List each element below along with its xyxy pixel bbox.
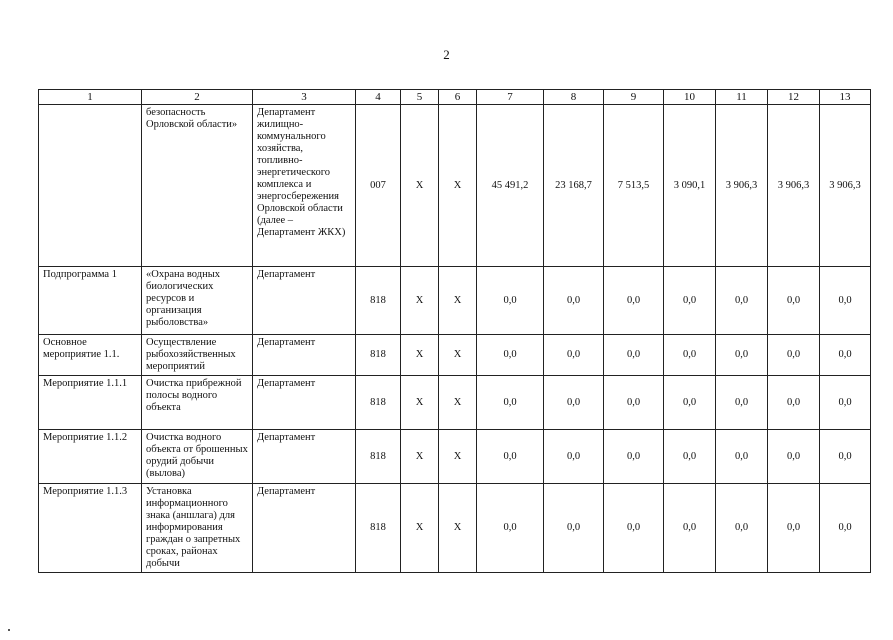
cell-col-6: Х — [439, 335, 477, 376]
cell-col-6: Х — [439, 484, 477, 573]
cell-col-5: Х — [401, 335, 439, 376]
cell-col-2: Осуществление рыбохозяйственных мероприятий — [142, 335, 253, 376]
budget-table — [38, 89, 871, 573]
col-header-1: 1 — [39, 90, 142, 105]
cell-col-1: Мероприятие 1.1.1 — [39, 376, 142, 430]
cell-col-4: 818 — [356, 430, 401, 484]
cell-col-9: 7 513,5 — [604, 105, 664, 267]
cell-col-9: 0,0 — [604, 376, 664, 430]
cell-col-7: 0,0 — [477, 484, 544, 573]
cell-col-13: 0,0 — [820, 376, 871, 430]
cell-col-1 — [39, 105, 142, 267]
col-header-5: 5 — [401, 90, 439, 105]
cell-col-9: 0,0 — [604, 484, 664, 573]
cell-col-13: 3 906,3 — [820, 105, 871, 267]
cell-col-4: 818 — [356, 335, 401, 376]
cell-col-6: Х — [439, 267, 477, 335]
cell-col-10: 0,0 — [664, 335, 716, 376]
cell-col-9: 0,0 — [604, 267, 664, 335]
col-header-6: 6 — [439, 90, 477, 105]
table-row — [39, 335, 871, 376]
cell-col-8: 0,0 — [544, 335, 604, 376]
cell-col-6: Х — [439, 376, 477, 430]
col-header-3: 3 — [253, 90, 356, 105]
cell-col-7: 45 491,2 — [477, 105, 544, 267]
cell-col-1: Подпрограмма 1 — [39, 267, 142, 335]
cell-col-6: Х — [439, 105, 477, 267]
cell-col-7: 0,0 — [477, 267, 544, 335]
cell-col-5: Х — [401, 105, 439, 267]
cell-col-12: 3 906,3 — [768, 105, 820, 267]
cell-col-5: Х — [401, 376, 439, 430]
cell-col-9: 0,0 — [604, 335, 664, 376]
cell-col-5: Х — [401, 267, 439, 335]
cell-col-4: 818 — [356, 376, 401, 430]
header-row — [39, 90, 871, 105]
page-number: 2 — [443, 47, 450, 62]
cell-col-8: 0,0 — [544, 376, 604, 430]
cell-col-8: 0,0 — [544, 267, 604, 335]
cell-col-13: 0,0 — [820, 267, 871, 335]
cell-col-12: 0,0 — [768, 335, 820, 376]
cell-col-12: 0,0 — [768, 376, 820, 430]
cell-col-2: Установка информационного знака (аншлага) для информирования граждан о запретных сроках, районах добычи — [142, 484, 253, 573]
cell-col-11: 3 906,3 — [716, 105, 768, 267]
col-header-2: 2 — [142, 90, 253, 105]
cell-col-4: 007 — [356, 105, 401, 267]
cell-col-12: 0,0 — [768, 484, 820, 573]
cell-col-12: 0,0 — [768, 267, 820, 335]
table-row — [39, 376, 871, 430]
cell-col-8: 0,0 — [544, 430, 604, 484]
table-row — [39, 105, 871, 267]
table-row — [39, 267, 871, 335]
col-header-4: 4 — [356, 90, 401, 105]
cell-col-8: 0,0 — [544, 484, 604, 573]
cell-col-3: Департамент — [253, 267, 356, 335]
cell-col-3: Департамент — [253, 335, 356, 376]
scan-dot — [8, 629, 10, 631]
cell-col-5: Х — [401, 484, 439, 573]
cell-col-3: Департамент — [253, 484, 356, 573]
cell-col-7: 0,0 — [477, 430, 544, 484]
cell-col-1: Основное мероприятие 1.1. — [39, 335, 142, 376]
cell-col-9: 0,0 — [604, 430, 664, 484]
cell-col-7: 0,0 — [477, 335, 544, 376]
cell-col-11: 0,0 — [716, 335, 768, 376]
cell-col-11: 0,0 — [716, 484, 768, 573]
cell-col-10: 0,0 — [664, 267, 716, 335]
cell-col-1: Мероприятие 1.1.2 — [39, 430, 142, 484]
cell-col-2: Очистка прибрежной полосы водного объекта — [142, 376, 253, 430]
cell-col-3: Департамент жилищно-коммунального хозяйства, топливно-энергетического комплекса и энергосбережения Орловской области (далее – Департамент ЖКХ) — [253, 105, 356, 267]
cell-col-3: Департамент — [253, 376, 356, 430]
cell-col-12: 0,0 — [768, 430, 820, 484]
cell-col-5: Х — [401, 430, 439, 484]
cell-col-10: 0,0 — [664, 376, 716, 430]
cell-col-1: Мероприятие 1.1.3 — [39, 484, 142, 573]
cell-col-13: 0,0 — [820, 484, 871, 573]
cell-col-6: Х — [439, 430, 477, 484]
col-header-11: 11 — [716, 90, 768, 105]
cell-col-10: 0,0 — [664, 430, 716, 484]
col-header-8: 8 — [544, 90, 604, 105]
cell-col-10: 0,0 — [664, 484, 716, 573]
cell-col-11: 0,0 — [716, 376, 768, 430]
cell-col-11: 0,0 — [716, 430, 768, 484]
cell-col-3: Департамент — [253, 430, 356, 484]
cell-col-4: 818 — [356, 484, 401, 573]
cell-col-4: 818 — [356, 267, 401, 335]
cell-col-2: безопасность Орловской области» — [142, 105, 253, 267]
col-header-7: 7 — [477, 90, 544, 105]
cell-col-8: 23 168,7 — [544, 105, 604, 267]
col-header-10: 10 — [664, 90, 716, 105]
cell-col-10: 3 090,1 — [664, 105, 716, 267]
col-header-9: 9 — [604, 90, 664, 105]
cell-col-2: «Охрана водных биологических ресурсов и организация рыболовства» — [142, 267, 253, 335]
cell-col-13: 0,0 — [820, 335, 871, 376]
table-row — [39, 430, 871, 484]
col-header-13: 13 — [820, 90, 871, 105]
cell-col-11: 0,0 — [716, 267, 768, 335]
cell-col-13: 0,0 — [820, 430, 871, 484]
cell-col-7: 0,0 — [477, 376, 544, 430]
cell-col-2: Очистка водного объекта от брошенных орудий добычи (вылова) — [142, 430, 253, 484]
col-header-12: 12 — [768, 90, 820, 105]
table-row — [39, 484, 871, 573]
